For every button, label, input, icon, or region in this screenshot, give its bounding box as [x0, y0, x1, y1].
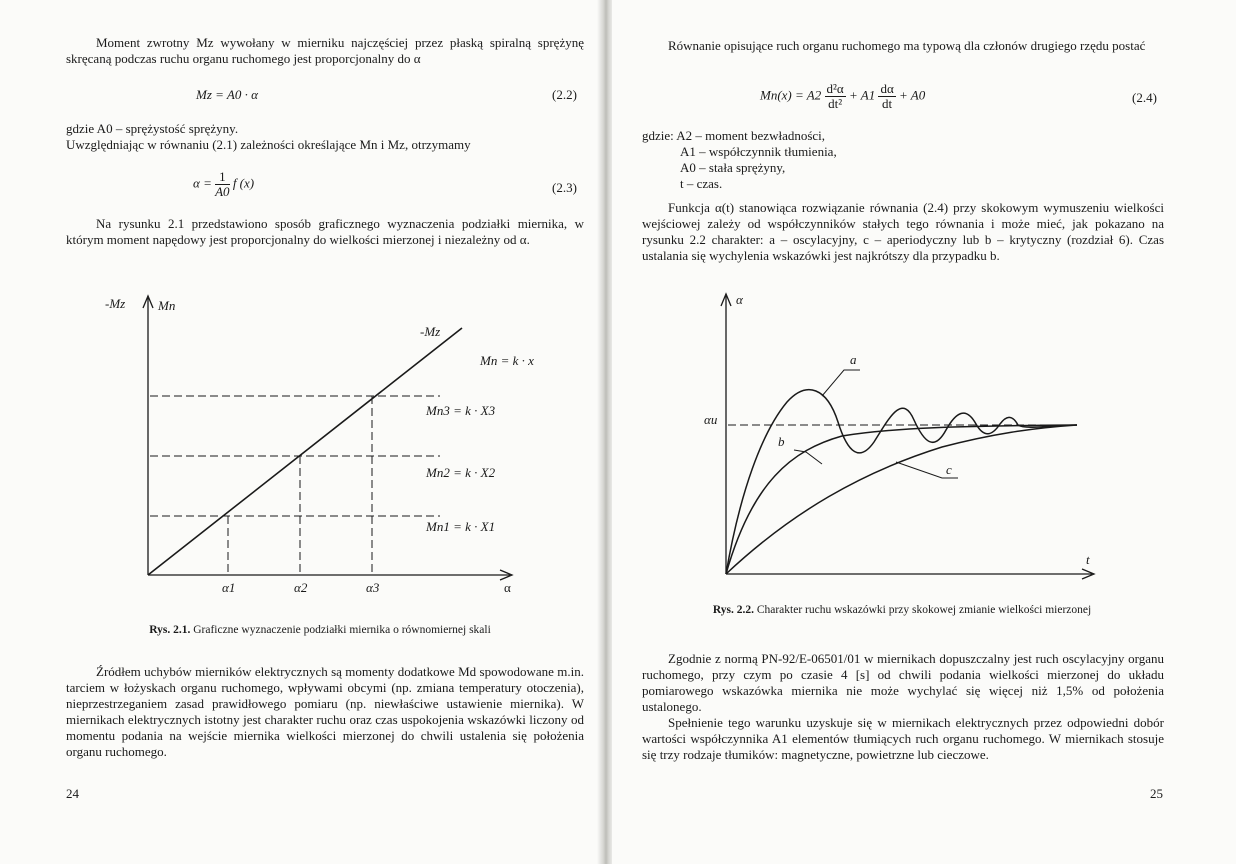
- left-page: [0, 0, 600, 864]
- equation-2-3-numerator: 1: [215, 170, 229, 185]
- where-list: [642, 128, 1042, 192]
- right-paragraph-1: Równanie opisujące ruch organu ruchomego ma typową dla członów drugiego rzędu postać: [668, 38, 1146, 53]
- equation-2-4-fraction-2: [878, 82, 895, 111]
- fig1-tick-a3: α3: [366, 580, 380, 595]
- fig1-tick-a1: α1: [222, 580, 236, 595]
- fig1-eq1: Mn1 = k · X1: [426, 519, 496, 534]
- figure-2-2: [612, 282, 1236, 582]
- equation-2-3-rhs: f (x): [232, 175, 255, 191]
- equation-2-4-end: + A0: [899, 87, 926, 103]
- figure-2-2-caption-text: Charakter ruchu wskazówki przy skokowej zmianie wielkości mierzonej: [756, 604, 1092, 616]
- figure-2-1-caption-label: Rys. 2.1.: [149, 624, 191, 636]
- fig2-label-a-leader: [822, 370, 860, 396]
- fig2-label-a: a: [850, 352, 857, 367]
- equation-2-4-f2-num: dα: [880, 81, 894, 96]
- fig1-y-label-neg: -Mz: [105, 296, 126, 311]
- fig1-eq-main: Mn = k · x: [480, 353, 534, 368]
- figure-2-1-caption: [60, 624, 580, 636]
- left-paragraph-2b: Uwzględniając w równaniu (2.1) zależności określające Mn i Mz, otrzymamy: [66, 137, 471, 152]
- fig2-label-b-leader: [794, 450, 822, 464]
- fig1-y-label: Mn: [158, 298, 176, 313]
- right-paragraph-4: Spełnienie tego warunku uzyskuje się w miernikach elektrycznych przez odpowiedni dobór wartości współczynnika A1 elementów tłumiących ruch organu ruchomego. W miernikach stosuje się trzy rodzaje tłumików: magnetyczne, powietrzne lub cieczowe.: [642, 715, 1164, 762]
- fig1-eq2: Mn2 = k · X2: [426, 465, 496, 480]
- equation-2-3-number: (2.3): [552, 180, 577, 195]
- equation-2-3: [193, 170, 254, 199]
- equation-2-4-number: (2.4): [1132, 90, 1157, 105]
- equation-2-4-lhs: Mn(x) = A2: [760, 87, 822, 103]
- fig1-moment-line: [148, 328, 462, 575]
- equation-2-3-lhs: α =: [193, 175, 212, 191]
- fig2-level-label: αu: [704, 412, 718, 427]
- right-paragraph-2: Funkcja α(t) stanowiąca rozwiązanie równania (2.4) przy skokowym wymuszeniu wielkości wejściowej zależy od współczynników stałych tego równania i może mieć, jak pokazano na rysunku 2.2 charakter: a – oscylacyjny, c – aperiodyczny lub b – krytyczny (rozdział 6). Czas ustalania się wychylenia wskazówki jest najkrótszy dla przypadku b.: [642, 200, 1164, 263]
- left-paragraph-2a: gdzie A0 – sprężystość sprężyny.: [66, 121, 239, 136]
- equation-2-4-f1-num: d²α: [826, 81, 844, 96]
- figure-2-1: [0, 280, 600, 610]
- fig2-label-c: c: [946, 462, 952, 477]
- fig1-line-label: -Mz: [420, 324, 441, 339]
- left-paragraph-1: Moment zwrotny Mz wywołany w mierniku najczęściej przez płaską spiralną sprężynę skręcaną podczas ruchu organu ruchomego jest proporcjonalny do α: [66, 35, 584, 66]
- equation-2-4-fraction-1: [825, 82, 846, 111]
- fig2-curve-a: [726, 390, 1077, 574]
- fig2-label-b: b: [778, 434, 785, 449]
- where-item: t – czas.: [680, 176, 723, 191]
- equation-2-4-f2-den: dt: [882, 96, 893, 111]
- left-page-number: 24: [66, 786, 79, 801]
- equation-2-4-f1-den: dt²: [828, 96, 843, 111]
- where-item: A1 – współczynnik tłumienia,: [680, 144, 837, 159]
- figure-2-2-caption-label: Rys. 2.2.: [712, 604, 754, 616]
- equation-2-2-number: (2.2): [552, 87, 577, 102]
- figure-2-2-caption: [632, 604, 1172, 616]
- where-item: A0 – stała sprężyny,: [680, 160, 786, 175]
- right-page: [612, 0, 1236, 864]
- fig2-x-label: t: [1086, 552, 1090, 567]
- left-paragraph-4: Źródłem uchybów mierników elektrycznych są momenty dodatkowe Md spowodowane m.in. tarciem w łożyskach organu ruchomego, wpływami obcymi (np. zmiana temperatury otoczenia), nieprzestrzeganiem zasad prawidłowego pomiaru (np. niewłaściwe ustawienie miernika). W miernikach elektrycznych istotny jest charakter ruchu oraz czas uspokojenia wskazówki liczony od momentu podania na wejście miernika wielkości mierzonej do chwili ustalenia się położenia organu ruchomego.: [66, 664, 584, 759]
- fig1-x-label: α: [504, 580, 511, 595]
- fig2-y-label: α: [736, 292, 743, 307]
- figure-2-1-caption-text: Graficzne wyznaczenie podziałki miernika o równomiernej skali: [193, 624, 491, 636]
- right-paragraph-3: Zgodnie z normą PN-92/E-06501/01 w miernikach dopuszczalny jest ruch oscylacyjny organu ruchomego, przy czym po czasie 4 [s] od chwili podania wielkości mierzonej do układu pomiarowego wskazówka miernika nie może wychylać się więcej niż 1,5% od położenia ustalonego.: [642, 651, 1164, 714]
- equation-2-4: [760, 82, 925, 111]
- equation-2-3-fraction: [215, 170, 229, 199]
- equation-2-3-denominator: A0: [215, 184, 230, 199]
- equation-2-2: Mz = A0 · α: [196, 87, 258, 102]
- right-page-number: 25: [1150, 786, 1163, 801]
- left-paragraph-3: Na rysunku 2.1 przedstawiono sposób graficznego wyznaczenia podziałki miernika, w którym moment napędowy jest proporcjonalny do wielkości mierzonej i niezależny od α.: [66, 216, 584, 247]
- fig1-eq3: Mn3 = k · X3: [426, 403, 496, 418]
- where-item: gdzie: A2 – moment bezwładności,: [642, 128, 826, 143]
- equation-2-4-mid: + A1: [848, 87, 876, 103]
- fig1-tick-a2: α2: [294, 580, 308, 595]
